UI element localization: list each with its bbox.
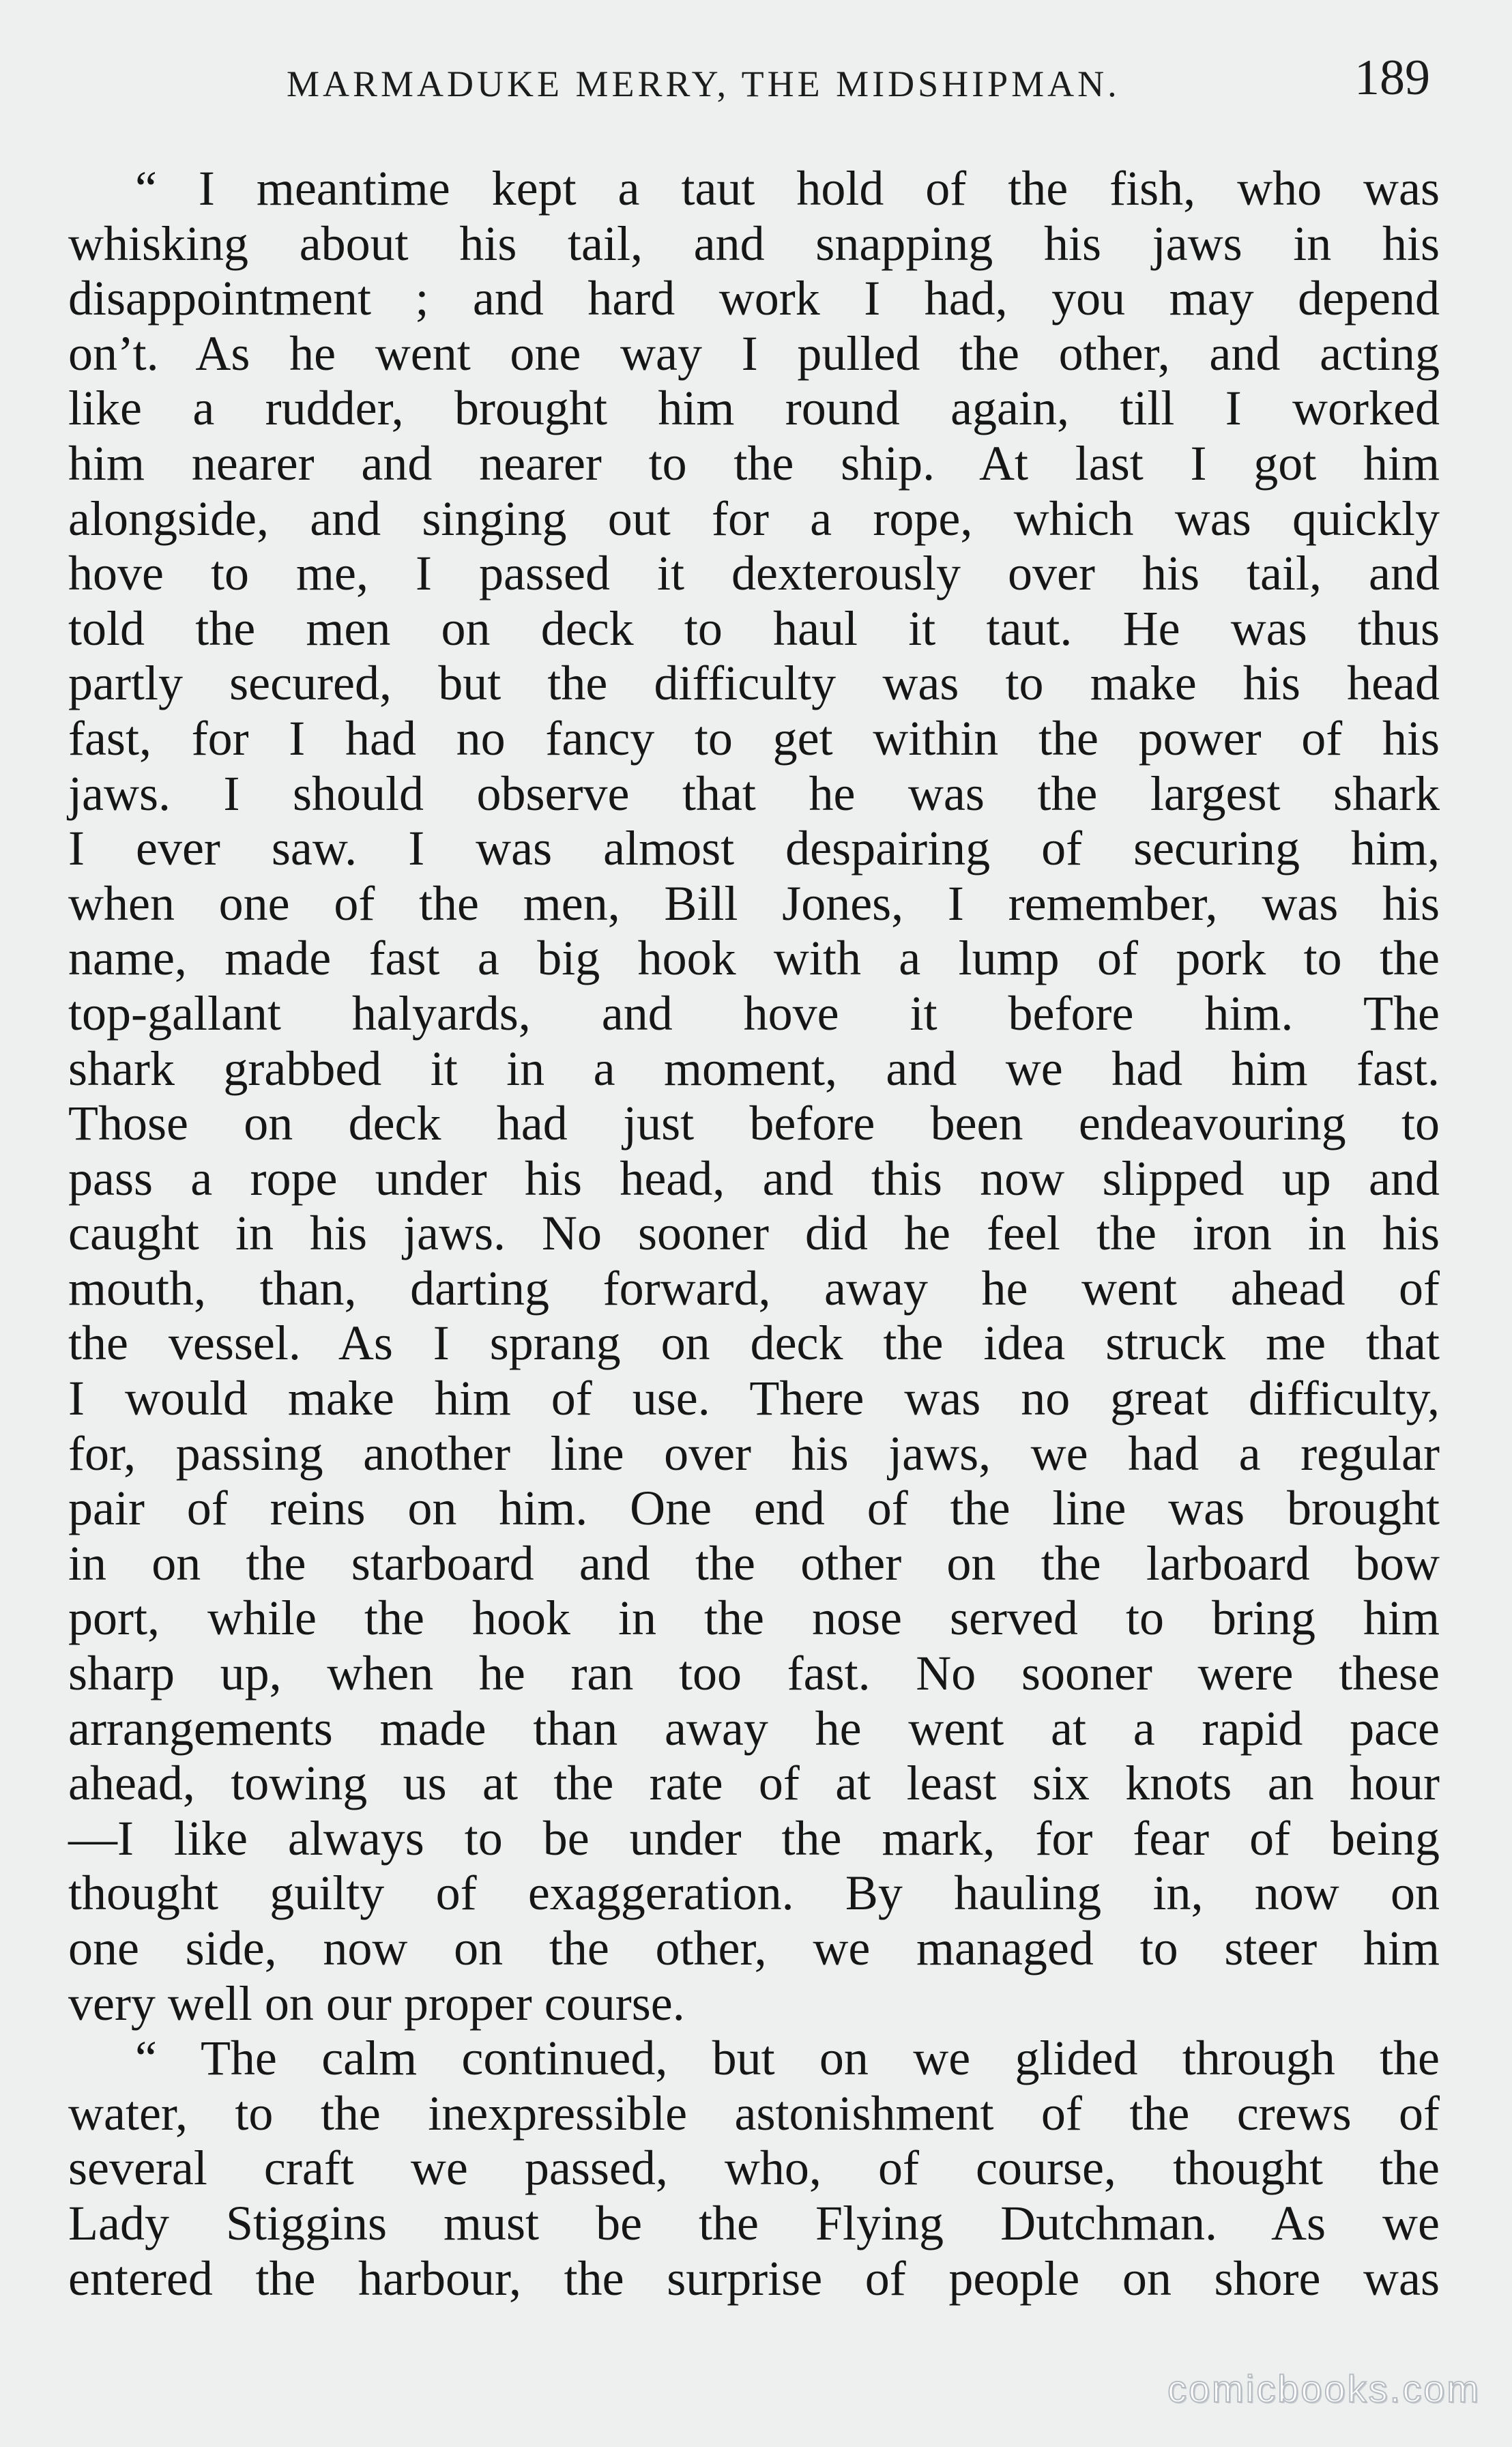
text-line: alongside, and singing out for a rope, which was quickly [68,491,1440,546]
text-line: him nearer and nearer to the ship. At last I got him [68,435,1440,491]
text-line: I ever saw. I was almost despairing of securing him, [68,821,1440,876]
page-number: 189 [1354,50,1430,106]
text-line: name, made fast a big hook with a lump of pork to the [68,931,1440,986]
text-line: told the men on deck to haul it taut. He was thus [68,600,1440,656]
text-line: “ The calm continued, but on we glided through the [135,2031,1440,2086]
text-line: caught in his jaws. No sooner did he feel the iron in his [68,1206,1440,1261]
text-line: in on the starboard and the other on the larboard bow [68,1535,1440,1591]
text-line: when one of the men, Bill Jones, I remember, was his [68,875,1440,931]
text-line: hove to me, I passed it dexterously over his tail, and [68,546,1440,601]
text-line: pass a rope under his head, and this now slipped up and [68,1150,1440,1206]
text-line: very well on our proper course. [68,1975,685,2031]
text-line: fast, for I had no fancy to get within the power of his [68,710,1440,766]
paragraph-2 [68,2031,1440,2306]
text-line: entered the harbour, the surprise of people on shore was [68,2250,1440,2306]
text-line: jaws. I should observe that he was the largest shark [68,766,1440,821]
text-line: port, while the hook in the nose served to bring him [68,1591,1440,1646]
paragraph-1 [68,161,1440,2031]
text-line: ahead, towing us at the rate of at least six knots an hour [68,1756,1440,1811]
text-line: one side, now on the other, we managed to steer him [68,1921,1440,1975]
text-line: for, passing another line over his jaws, we had a regular [68,1425,1440,1481]
text-line: Those on deck had just before been endeavouring to [68,1096,1440,1151]
text-line: arrangements made than away he went at a rapid pace [68,1700,1440,1756]
text-line: Lady Stiggins must be the Flying Dutchman. As we [68,2195,1440,2250]
text-line: whisking about his tail, and snapping his jaws in his [68,216,1440,271]
text-line: several craft we passed, who, of course, thought the [68,2141,1440,2196]
watermark: comicbooks.com [1167,2367,1481,2410]
running-title: MARMADUKE MERRY, THE MIDSHIPMAN. [287,63,1120,104]
text-line: water, to the inexpressible astonishment of the crews of [68,2085,1440,2141]
text-line: thought guilty of exaggeration. By hauling in, now on [68,1866,1440,1921]
text-line: partly secured, but the difficulty was to make his head [68,656,1440,711]
text-line: disappointment ; and hard work I had, you may depend [68,271,1440,326]
text-line: top-gallant halyards, and hove it before him. The [68,985,1440,1041]
text-line: shark grabbed it in a moment, and we had him fast. [68,1041,1440,1096]
text-line: the vessel. As I sprang on deck the idea struck me that [68,1316,1440,1371]
text-line: —I like always to be under the mark, for fear of being [68,1810,1440,1866]
text-line: like a rudder, brought him round again, till I worked [68,381,1440,436]
body-text [68,161,1440,2306]
text-line: I would make him of use. There was no great difficulty, [68,1371,1440,1426]
text-line: sharp up, when he ran too fast. No sooner were these [68,1646,1440,1701]
text-line: “ I meantime kept a taut hold of the fish, who was [135,161,1440,216]
text-line: mouth, than, darting forward, away he went ahead of [68,1260,1440,1316]
text-line: on’t. As he went one way I pulled the other, and acting [68,325,1440,381]
text-line: pair of reins on him. One end of the line was brought [68,1481,1440,1536]
